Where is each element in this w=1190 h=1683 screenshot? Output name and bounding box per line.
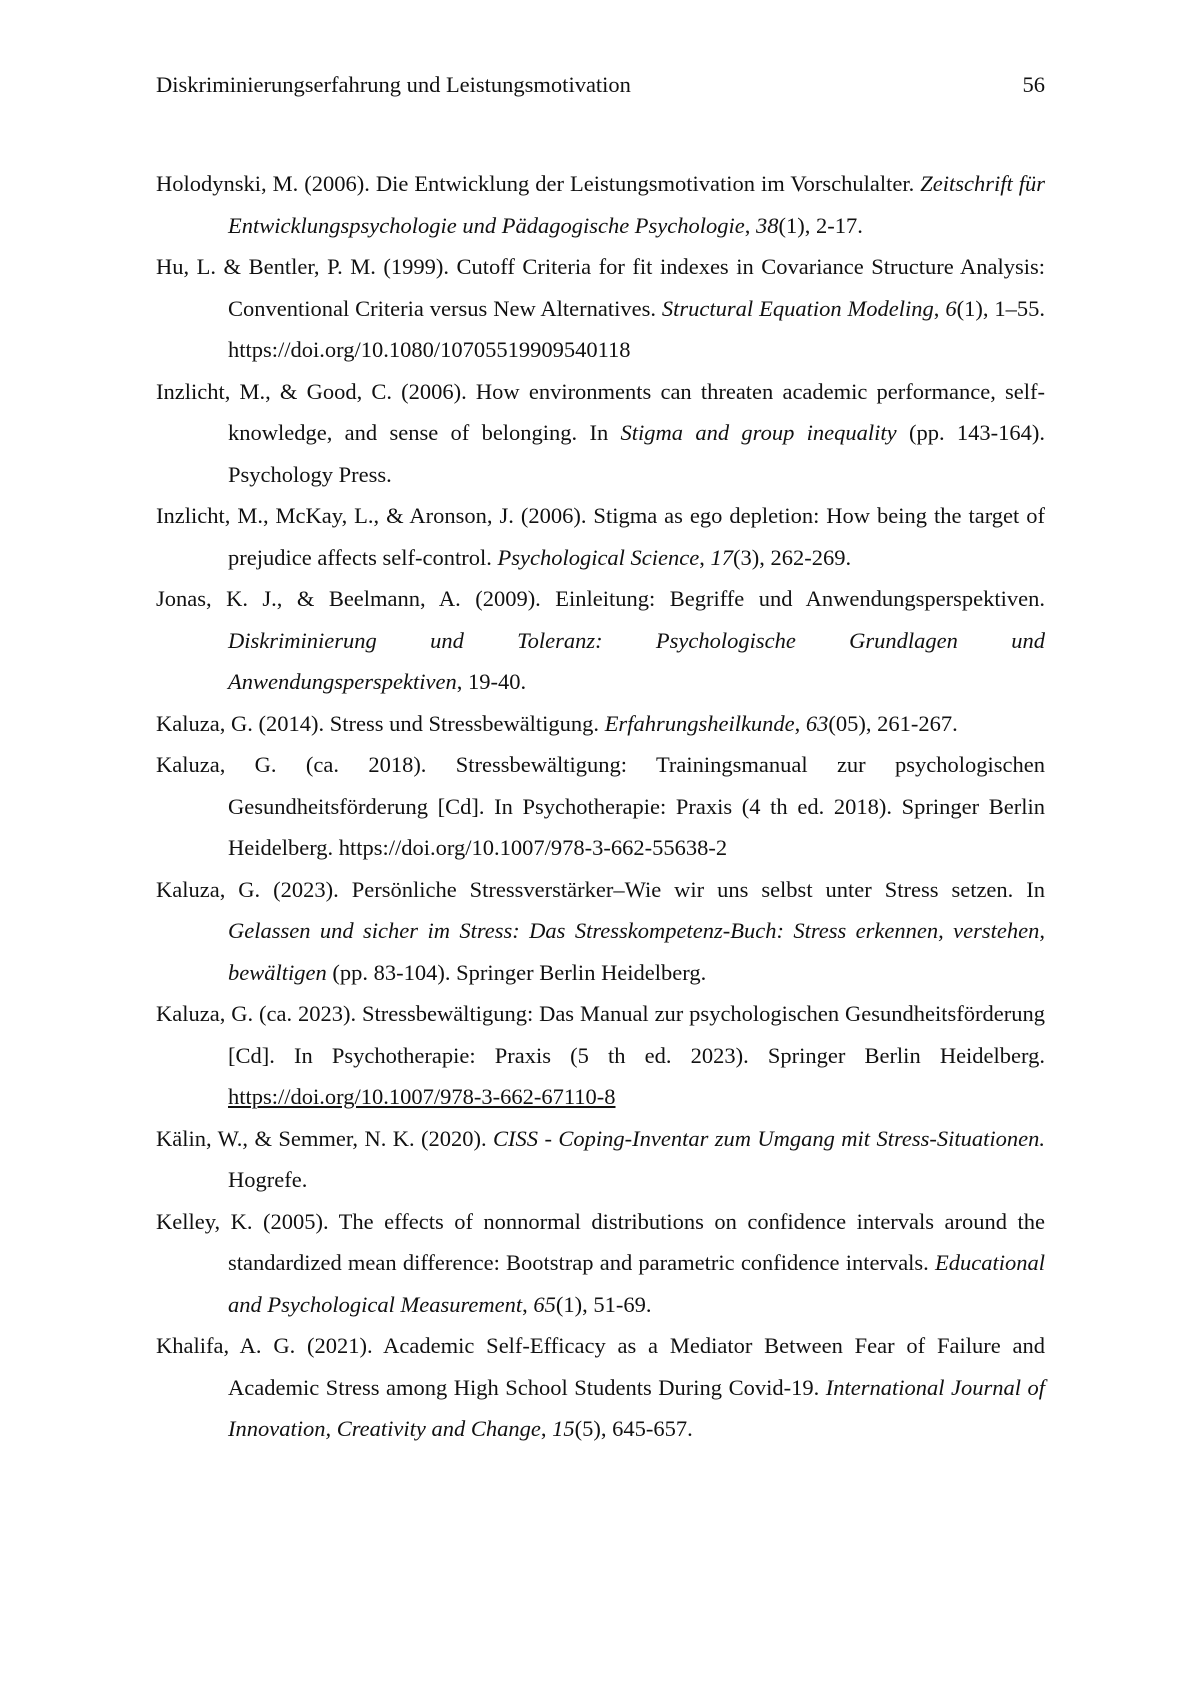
reference-text: , bbox=[794, 710, 806, 736]
reference-text: , bbox=[933, 295, 946, 321]
reference-text: , bbox=[540, 1416, 553, 1441]
reference-entry bbox=[156, 1201, 1045, 1326]
reference-italic-text: Erfahrungsheilkunde bbox=[604, 710, 795, 736]
reference-entry bbox=[156, 163, 1045, 246]
reference-italic-text: 63 bbox=[805, 710, 829, 736]
reference-text: (1), 51-69. bbox=[555, 1291, 652, 1317]
reference-text: Kaluza, G. (2014). Stress und Stressbewältigung. bbox=[156, 710, 605, 736]
reference-italic-text: Stigma and group inequality bbox=[620, 420, 897, 445]
reference-italic-text: Structural Equation Modeling bbox=[661, 295, 934, 321]
reference-italic-text: Educational and Psychological Measurement bbox=[228, 1250, 1045, 1317]
reference-text: Holodynski, M. (2006). Die Entwicklung der Leistungsmotivation im Vorschulalter. bbox=[156, 171, 921, 196]
reference-entry bbox=[156, 246, 1045, 371]
reference-text: Kälin, W., & Semmer, N. K. (2020). bbox=[156, 1125, 494, 1151]
reference-text: (1), 1–55. https://doi.org/10.1080/10705519909540118 bbox=[228, 295, 1045, 362]
reference-entry bbox=[156, 744, 1045, 869]
reference-text: (5), 645-657. bbox=[574, 1416, 693, 1441]
reference-italic-text: 17 bbox=[710, 544, 734, 570]
reference-italic-text: International Journal of Innovation, Creativity and Change bbox=[228, 1374, 1045, 1441]
reference-text: (3), 262-269. bbox=[733, 544, 852, 570]
reference-entry bbox=[156, 993, 1045, 1118]
running-title: Diskriminierungserfahrung und Leistungsmotivation bbox=[156, 72, 631, 97]
reference-italic-text: Zeitschrift für Entwicklungspsychologie und Pädagogische Psychologie bbox=[228, 171, 1046, 238]
reference-text: Inzlicht, M., & Good, C. (2006). How environments can threaten academic performance, self-knowledge, and sense of belonging. In bbox=[156, 378, 1045, 445]
reference-text: Inzlicht, M., McKay, L., & Aronson, J. (2006). Stigma as ego depletion: How being the target of prejudice affects self-control. bbox=[156, 503, 1045, 570]
reference-italic-text: 38 bbox=[756, 212, 779, 238]
reference-text: Jonas, K. J., & Beelmann, A. (2009). Einleitung: Begriffe und Anwendungsperspektiven. bbox=[156, 586, 1045, 611]
reference-entry bbox=[156, 703, 1045, 745]
reference-text: (1), 2-17. bbox=[778, 212, 863, 238]
reference-text: Kaluza, G. (2023). Persönliche Stressverstärker–Wie wir uns selbst unter Stress setzen. In bbox=[156, 876, 1045, 902]
reference-entry bbox=[156, 495, 1045, 578]
reference-italic-text: Gelassen und sicher im Stress: Das Stresskompetenz-Buch: Stress erkennen, verstehen, bewältigen bbox=[228, 918, 1045, 985]
reference-text: , bbox=[699, 544, 711, 570]
reference-text: , bbox=[522, 1291, 534, 1317]
reference-entry bbox=[156, 1325, 1045, 1450]
page-header bbox=[156, 72, 1045, 106]
reference-entry bbox=[156, 578, 1045, 703]
reference-text: Kaluza, G. (ca. 2018). Stressbewältigung: Trainingsmanual zur psychologischen Gesundheitsförderung [Cd]. In Psychotherapie: Praxis (4 th ed. 2018). Springer Berlin Heidelberg. https://doi.org/10.1007/978-3-662-55638-2 bbox=[156, 752, 1045, 860]
reference-italic-text: CISS - Coping-Inventar zum Umgang mit Stress-Situationen. bbox=[493, 1125, 1045, 1151]
reference-italic-text: Diskriminierung und Toleranz: Psychologische Grundlagen und Anwendungsperspektiven bbox=[228, 627, 1045, 694]
reference-text: Hogrefe. bbox=[228, 1167, 308, 1192]
reference-text: Kelley, K. (2005). The effects of nonnormal distributions on confidence intervals around the standardized mean difference: Bootstrap and parametric confidence intervals. bbox=[156, 1208, 1045, 1275]
reference-text: (05), 261-267. bbox=[828, 710, 958, 736]
reference-italic-text: 65 bbox=[533, 1291, 556, 1317]
doi-link[interactable]: https://doi.org/10.1007/978-3-662-67110-8 bbox=[228, 1084, 616, 1109]
reference-text: (pp. 143-164). Psychology Press. bbox=[228, 420, 1045, 487]
reference-text: Hu, L. & Bentler, P. M. (1999). Cutoff Criteria for fit indexes in Covariance Structure Analysis: Conventional Criteria versus New Alternatives. bbox=[156, 254, 1045, 321]
reference-text: , bbox=[744, 212, 757, 238]
reference-entry bbox=[156, 1118, 1045, 1201]
reference-entry bbox=[156, 869, 1045, 994]
reference-entry bbox=[156, 371, 1045, 496]
reference-text: Kaluza, G. (ca. 2023). Stressbewältigung: Das Manual zur psychologischen Gesundheitsförderung [Cd]. In Psychotherapie: Praxis (5 th ed. 2023). Springer Berlin Heidelberg. bbox=[156, 1001, 1045, 1068]
reference-text: Khalifa, A. G. (2021). Academic Self-Efficacy as a Mediator Between Fear of Failure and Academic Stress among High School Students During Covid-19. bbox=[156, 1333, 1045, 1400]
page-number: 56 bbox=[1022, 72, 1045, 97]
reference-italic-text: 6 bbox=[945, 295, 957, 321]
reference-text: , 19-40. bbox=[456, 669, 527, 694]
reference-italic-text: 15 bbox=[552, 1416, 575, 1441]
reference-list bbox=[156, 163, 1045, 1450]
reference-text: (pp. 83-104). Springer Berlin Heidelberg. bbox=[326, 959, 707, 985]
reference-italic-text: Psychological Science bbox=[497, 544, 700, 570]
